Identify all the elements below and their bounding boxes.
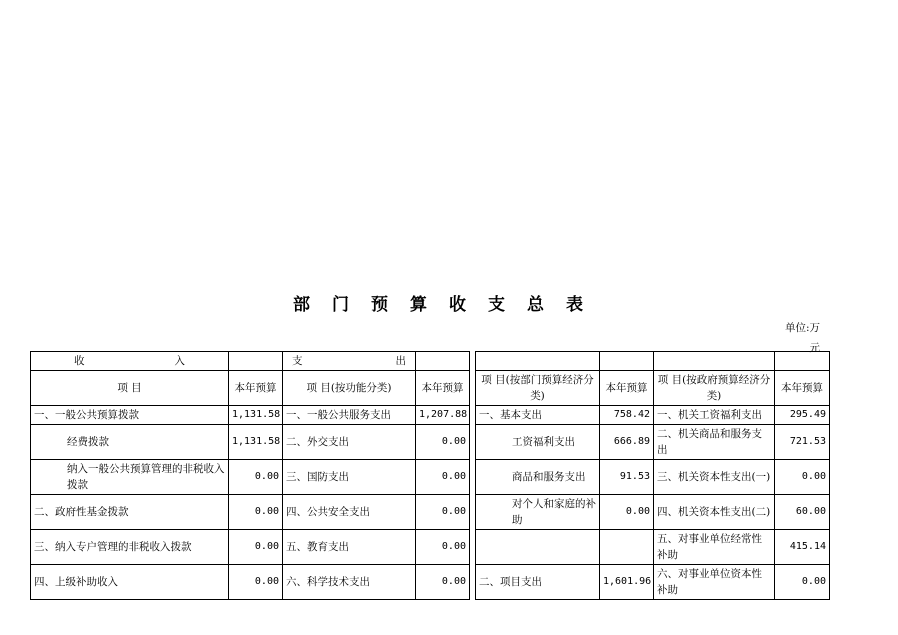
income-item: 一、一般公共预算拨款 xyxy=(31,406,229,425)
func-item: 五、教育支出 xyxy=(283,530,416,565)
income-item: 四、上级补助收入 xyxy=(31,565,229,600)
header-row-group xyxy=(31,352,830,371)
func-value: 0.00 xyxy=(416,495,470,530)
func-item: 六、科学技术支出 xyxy=(283,565,416,600)
econ-gov-value: 415.14 xyxy=(775,530,830,565)
econ-dept-item: 对个人和家庭的补助 xyxy=(476,495,600,530)
col-header-budget: 本年预算 xyxy=(600,371,654,406)
income-item: 经费拨款 xyxy=(31,425,229,460)
col-header-budget: 本年预算 xyxy=(229,371,283,406)
col-header-econ-dept: 项 目(按部门预算经济分类) xyxy=(476,371,600,406)
income-value: 0.00 xyxy=(229,495,283,530)
income-item: 纳入一般公共预算管理的非税收入拨款 xyxy=(31,460,229,495)
func-item: 三、国防支出 xyxy=(283,460,416,495)
table-row xyxy=(31,565,830,600)
col-header-budget: 本年预算 xyxy=(775,371,830,406)
econ-gov-item: 三、机关资本性支出(一) xyxy=(654,460,775,495)
header-row-columns xyxy=(31,371,830,406)
econ-dept-item: 商品和服务支出 xyxy=(476,460,600,495)
table-row xyxy=(31,460,830,495)
func-value: 0.00 xyxy=(416,425,470,460)
func-item: 二、外交支出 xyxy=(283,425,416,460)
table-row xyxy=(31,495,830,530)
unit-label: 单位:万元 xyxy=(784,322,820,354)
income-item: 三、纳入专户管理的非税收入拨款 xyxy=(31,530,229,565)
income-value: 1,131.58 xyxy=(229,406,283,425)
econ-dept-value: 91.53 xyxy=(600,460,654,495)
econ-gov-item: 六、对事业单位资本性补助 xyxy=(654,565,775,600)
func-value: 0.00 xyxy=(416,565,470,600)
income-value: 0.00 xyxy=(229,565,283,600)
page-title: 部门预算收支总表 xyxy=(293,295,605,315)
econ-dept-item: 工资福利支出 xyxy=(476,425,600,460)
econ-dept-value: 666.89 xyxy=(600,425,654,460)
table-row xyxy=(31,406,830,425)
econ-gov-value: 721.53 xyxy=(775,425,830,460)
econ-dept-value: 0.00 xyxy=(600,495,654,530)
table-row xyxy=(31,425,830,460)
income-group-header: 收 入 xyxy=(31,352,229,371)
func-item: 一、一般公共服务支出 xyxy=(283,406,416,425)
income-value: 0.00 xyxy=(229,530,283,565)
econ-dept-value: 758.42 xyxy=(600,406,654,425)
table-row xyxy=(31,530,830,565)
func-value: 0.00 xyxy=(416,460,470,495)
func-value: 0.00 xyxy=(416,530,470,565)
budget-table xyxy=(30,351,830,600)
income-value: 0.00 xyxy=(229,460,283,495)
col-header-budget: 本年预算 xyxy=(416,371,470,406)
col-header-econ-gov: 项 目(按政府预算经济分类) xyxy=(654,371,775,406)
econ-gov-value: 0.00 xyxy=(775,565,830,600)
econ-gov-value: 295.49 xyxy=(775,406,830,425)
expense-group-header: 支 出 xyxy=(283,352,416,371)
econ-gov-value: 60.00 xyxy=(775,495,830,530)
econ-dept-item: 二、项目支出 xyxy=(476,565,600,600)
income-value: 1,131.58 xyxy=(229,425,283,460)
econ-gov-item: 四、机关资本性支出(二) xyxy=(654,495,775,530)
col-header-item: 项 目 xyxy=(31,371,229,406)
econ-dept-value: 1,601.96 xyxy=(600,565,654,600)
col-header-func: 项 目(按功能分类) xyxy=(283,371,416,406)
econ-gov-value: 0.00 xyxy=(775,460,830,495)
econ-gov-item: 五、对事业单位经常性补助 xyxy=(654,530,775,565)
func-item: 四、公共安全支出 xyxy=(283,495,416,530)
econ-dept-item: 一、基本支出 xyxy=(476,406,600,425)
income-item: 二、政府性基金拨款 xyxy=(31,495,229,530)
econ-gov-item: 二、机关商品和服务支出 xyxy=(654,425,775,460)
econ-dept-value xyxy=(600,530,654,565)
econ-gov-item: 一、机关工资福利支出 xyxy=(654,406,775,425)
econ-dept-item xyxy=(476,530,600,565)
func-value: 1,207.88 xyxy=(416,406,470,425)
